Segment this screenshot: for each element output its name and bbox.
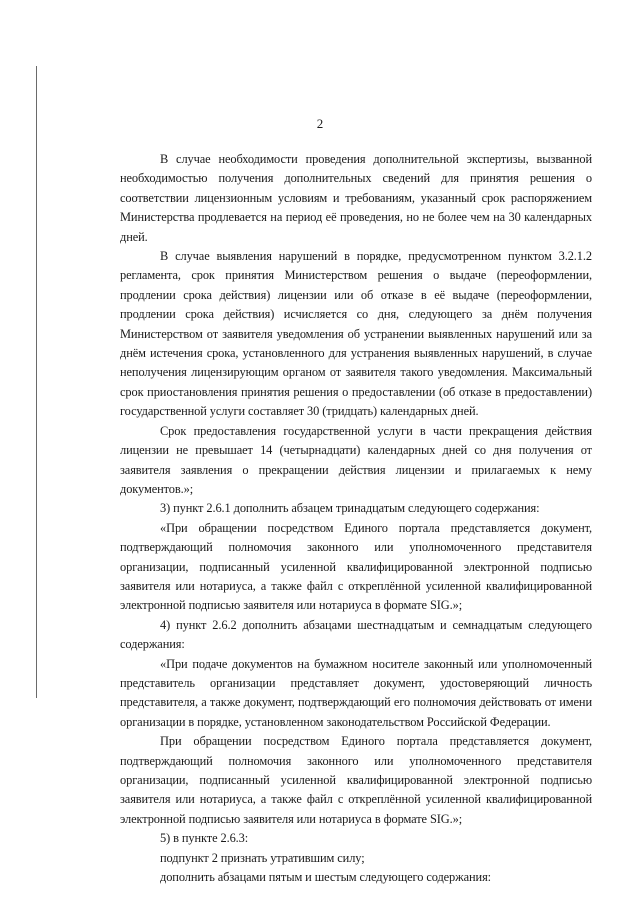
paragraph-amendment-3: 3) пункт 2.6.1 дополнить абзацем тринадцатым следующего содержания:	[160, 501, 540, 516]
paragraph-amendment-5: 5) в пункте 2.6.3:	[160, 831, 249, 846]
paragraph-add-paragraphs: дополнить абзацами пятым и шестым следующего содержания:	[160, 870, 492, 885]
paragraph-quote-paper: «При подаче документов на бумажном носителе законный или уполномоченный представитель организации представляет документ, удостоверяющий личность представителя, а также документ, подтверждающий его полномочия действовать от имени организации в порядке, установленном законодательством Российской Федерации.	[120, 656, 592, 729]
paragraph-termination-term: Срок предоставления государственной услуги в части прекращения действия лицензии не превышает 14 (четырнадцати) календарных дней со дня получения от заявителя заявления о прекращении действия лицензии и прилагаемых к нему документов.»;	[120, 423, 592, 496]
paragraph-amendment-4: 4) пункт 2.6.2 дополнить абзацами шестнадцатым и семнадцатым следующего содержания:	[120, 617, 592, 652]
paragraph-subpoint-2: подпункт 2 признать утратившим силу;	[160, 850, 365, 865]
paragraph-additional-expertise: В случае необходимости проведения дополнительной экспертизы, вызванной необходимостью получения дополнительных сведений для принятия решения о соответствии лицензионным условиям и требованиям, указанный срок распоряжением Министерства продлевается на период её проведения, но не более чем на 30 календарных дней.	[120, 152, 592, 244]
page-number: 2	[316, 116, 324, 131]
scan-edge-line	[36, 66, 37, 698]
paragraph-quote-portal-2: При обращении посредством Единого портала представляется документ, подтверждающий полномочия законного или уполномоченного представителя организации, подписанный усиленной квалифицированной электронной подписью заявителя или нотариуса, а также файл с откреплённой усиленной квалифицированной электронной подписью заявителя или нотариуса в формате SIG.»;	[120, 734, 592, 826]
paragraph-quote-portal-1: «При обращении посредством Единого портала представляется документ, подтверждающий полномочия законного или уполномоченного представителя организации, подписанный усиленной квалифицированной электронной подписью заявителя или нотариуса, а также файл с откреплённой усиленной квалифицированной электронной подписью заявителя или нотариуса в формате SIG.»;	[120, 520, 592, 613]
paragraph-violations-term: В случае выявления нарушений в порядке, предусмотренном пунктом 3.2.1.2 регламента, срок принятия Министерством решения о выдаче (переоформлении, продлении срока действия) лицензии или об отказе в её выдаче (переоформлении, продлении срока действия) исчисляется со дня, следующего за днём получения Министерством от заявителя уведомления об устранении выявленных нарушений или за днём истечения срока, установленного для устранения выявленных нарушений, в случае неполучения лицензирующим органом от заявителя такого уведомления. Максимальный срок приостановления принятия решения о предоставлении (об отказе в предоставлении) государственной услуги составляет 30 (тридцать) календарных дней.	[120, 249, 592, 419]
document-body	[120, 150, 592, 887]
